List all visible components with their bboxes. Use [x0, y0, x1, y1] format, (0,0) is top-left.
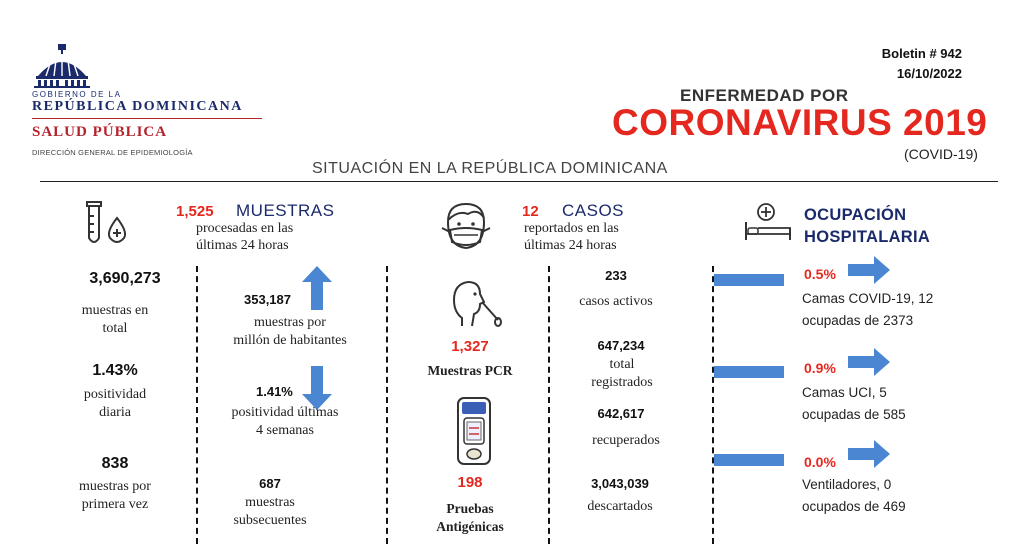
activos-value: 233	[605, 268, 627, 283]
casos-count: 12	[522, 203, 539, 220]
pruebas-divider-left	[386, 266, 388, 544]
logo-republica: REPÚBLICA DOMINICANA	[32, 99, 243, 114]
ocupacion-pct-ventiladores: 0.0%	[804, 454, 836, 470]
ocupacion-title-1: OCUPACIÓN	[804, 206, 907, 224]
ocupacion-desc-covid-2: ocupadas de 2373	[802, 313, 914, 328]
subsecuentes-value: 687	[259, 476, 281, 491]
ocupacion-desc-ventiladores	[802, 474, 906, 518]
ocupacion-desc-uci-2: ocupadas de 585	[802, 407, 906, 422]
covid-label: (COVID-19)	[904, 146, 978, 162]
pos-4sem-label-2: 4 semanas	[256, 423, 314, 438]
pcr-value: 1,327	[451, 338, 489, 355]
situacion-title: SITUACIÓN EN LA REPÚBLICA DOMINICANA	[312, 160, 668, 177]
arrow-right-icon	[848, 440, 890, 468]
recuperados-value: 642,617	[597, 406, 645, 421]
logo-direccion: DIRECCIÓN GENERAL DE EPIDEMIOLOGÍA	[32, 148, 193, 157]
ocupacion-desc-covid-1: Camas COVID-19, 12	[802, 291, 934, 306]
logo-gobierno: GOBIERNO DE LA	[32, 90, 122, 99]
boletin-info	[882, 44, 962, 84]
total-registrados-label-2: registrados	[591, 375, 653, 390]
muestras-count: 1,525	[176, 203, 214, 220]
pcr-label: Muestras PCR	[427, 363, 513, 378]
arrow-up-icon	[302, 266, 332, 310]
recuperados-label: recuperados	[592, 433, 660, 448]
casos-subtitle-2: últimas 24 horas	[524, 238, 617, 253]
ocupacion-title	[804, 204, 930, 248]
ocupacion-pct-uci: 0.9%	[804, 360, 836, 376]
por-millon-label-1: muestras por	[254, 315, 326, 330]
ocupacion-desc-ventiladores-1: Ventiladores, 0	[802, 477, 892, 492]
primera-vez-label-2: primera vez	[81, 497, 149, 512]
hospital-bed-icon	[744, 202, 794, 242]
pos-diaria-value: 1.43%	[92, 362, 138, 379]
por-millon-label	[205, 314, 375, 350]
total-registrados-label	[562, 356, 682, 392]
ocupacion-desc-uci	[802, 382, 906, 426]
muestras-total-label-2: total	[102, 321, 128, 336]
antigen-test-icon	[454, 396, 494, 466]
test-tube-drop-icon	[84, 200, 130, 248]
total-registrados-value: 647,234	[597, 338, 645, 353]
ocupacion-desc-ventiladores-2: ocupados de 469	[802, 499, 906, 514]
logo-salud: SALUD PÚBLICA	[32, 124, 168, 140]
total-registrados-label-1: total	[609, 357, 635, 372]
pos-diaria-label-2: diaria	[99, 405, 131, 420]
mask-face-icon	[438, 200, 494, 252]
ocupacion-bar-ventiladores	[714, 454, 784, 466]
coronavirus-title: CORONAVIRUS 2019	[612, 102, 988, 143]
logo-divider	[32, 118, 262, 119]
casos-title: CASOS	[562, 201, 625, 220]
antigeno-label	[410, 500, 530, 536]
subsecuentes-label-1: muestras	[245, 495, 295, 510]
antigeno-label-2: Antigénicas	[436, 519, 504, 534]
boletin-number: Boletin # 942	[881, 46, 962, 61]
pos-4sem-value: 1.41%	[256, 384, 293, 399]
descartados-label: descartados	[587, 499, 653, 514]
pos-4sem-label	[200, 404, 370, 440]
antigeno-label-1: Pruebas	[446, 501, 494, 516]
muestras-total-label-1: muestras en	[81, 303, 149, 318]
muestras-title: MUESTRAS	[236, 201, 335, 220]
muestras-subtitle-1: procesadas en las	[196, 221, 294, 236]
govt-logo	[32, 44, 92, 88]
casos-subtitle	[524, 220, 619, 254]
subsecuentes-label-2: subsecuentes	[233, 513, 307, 528]
muestras-subtitle	[196, 220, 293, 254]
ocupacion-bar-covid	[714, 274, 784, 286]
muestras-divider	[196, 266, 198, 544]
pos-4sem-label-1: positividad últimas	[231, 405, 339, 420]
pruebas-divider-right	[548, 266, 550, 544]
por-millon-value: 353,187	[244, 292, 291, 307]
dome-logo-icon	[32, 44, 92, 88]
casos-subtitle-1: reportados en las	[524, 221, 619, 236]
pos-diaria-label-1: positividad	[83, 387, 147, 402]
muestras-total-value: 3,690,273	[89, 270, 161, 287]
antigeno-value: 198	[457, 474, 483, 491]
subsecuentes-label	[215, 494, 325, 530]
activos-label: casos activos	[579, 294, 653, 309]
descartados-value: 3,043,039	[591, 476, 649, 491]
pos-diaria-label	[55, 386, 175, 422]
ocupacion-title-2: HOSPITALARIA	[804, 228, 931, 246]
enfermedad-por: ENFERMEDAD POR	[680, 86, 849, 105]
ocupacion-divider	[712, 266, 714, 544]
ocupacion-bar-uci	[714, 366, 784, 378]
primera-vez-value: 838	[101, 455, 129, 472]
muestras-subtitle-2: últimas 24 horas	[196, 238, 289, 253]
boletin-date: 16/10/2022	[896, 66, 962, 81]
primera-vez-label-1: muestras por	[79, 479, 151, 494]
nasal-swab-icon	[446, 278, 502, 328]
por-millon-label-2: millón de habitantes	[233, 333, 347, 348]
muestras-total-label	[50, 302, 180, 338]
arrow-right-icon	[848, 256, 890, 284]
ocupacion-pct-covid: 0.5%	[804, 266, 836, 282]
arrow-right-icon	[848, 348, 890, 376]
ocupacion-desc-uci-1: Camas UCI, 5	[802, 385, 887, 400]
primera-vez-label	[50, 478, 180, 514]
header-rule	[40, 181, 998, 182]
ocupacion-desc-covid	[802, 288, 933, 332]
